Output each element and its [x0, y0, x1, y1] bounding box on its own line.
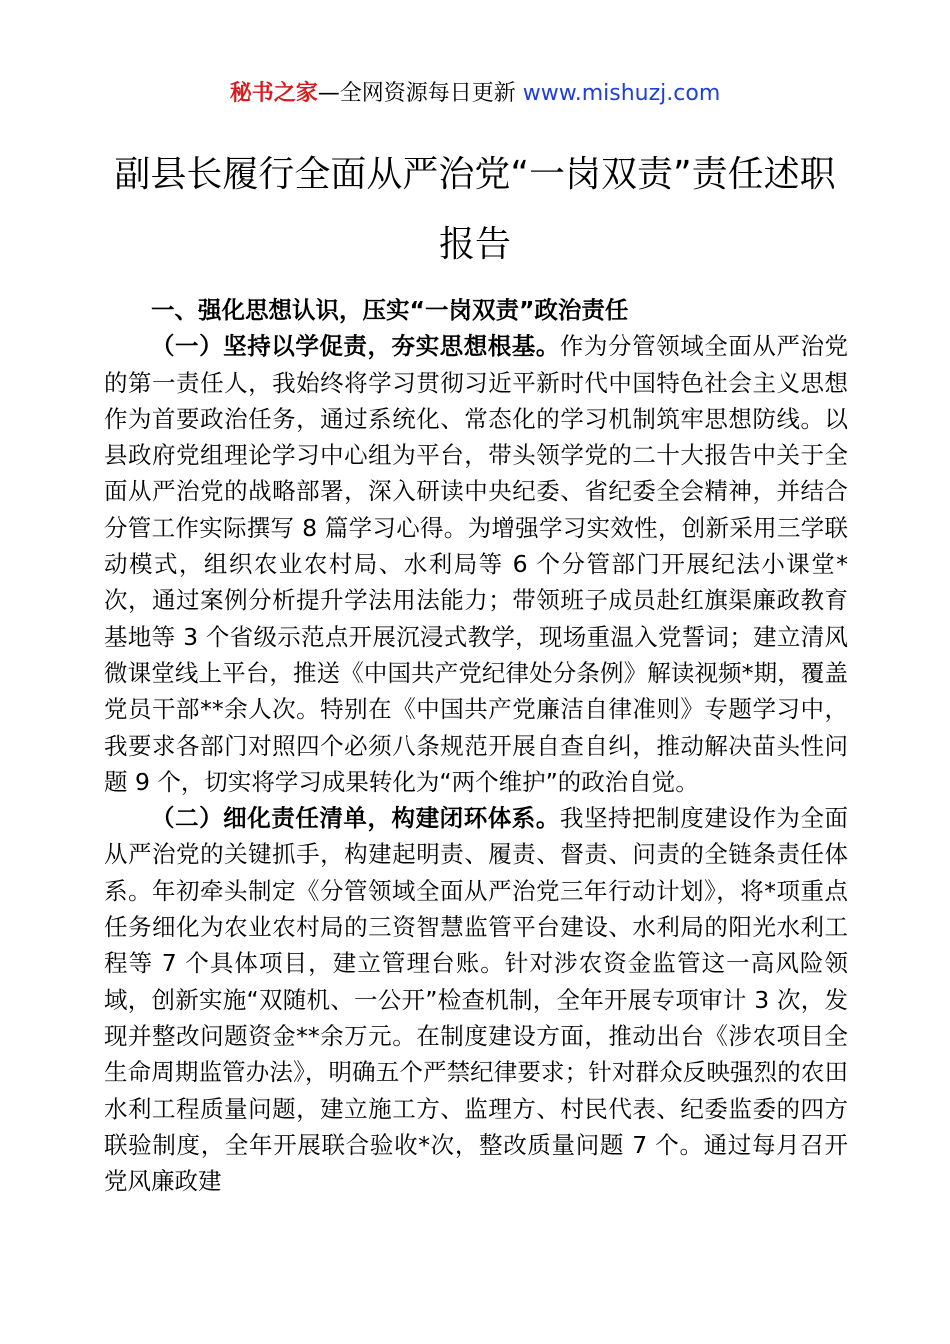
site-url-link[interactable]: www.mishuzj.com — [522, 81, 721, 106]
paragraph-lead: （二）细化责任清单，构建闭环体系。 — [151, 804, 560, 833]
site-brand: 秘书之家 — [229, 81, 318, 106]
paragraph-text: 我坚持把制度建设作为全面从严治党的关键抓手，构建起明责、履责、督责、问责的全链条责任体系。年初牵头制定《分管领域全面从严治党三年行动计划》，将*项重点任务细化为农业农村局的三资智慧监管平台建设、水利局的阳光水利工程等 7 个具体项目，建立管理台账。针对涉农资金监管这一高风险领域，创新实施“双随机、一公开”检查机制，全年开展专项审计 3 次，发现并整改问题资金**余万元。在制度建设方面，推动出台《涉农项目全生命周期监管办法》，明确五个严禁纪律要求；针对群众反映强烈的农田水利工程质量问题，建立施工方、监理方、村民代表、纪委监委的四方联验制度，全年开展联合验收*次，整改质量问题 7 个。通过每月召开党风廉政建 — [104, 804, 849, 1196]
paragraph — [104, 800, 848, 1199]
paragraph-text: 作为分管领域全面从严治党的第一责任人，我始终将学习贯彻习近平新时代中国特色社会主义思想作为首要政治任务，通过系统化、常态化的学习机制筑牢思想防线。以县政府党组理论学习中心组为平台，带头领学党的二十大报告中关于全面从严治党的战略部署，深入研读中央纪委、省纪委全会精神，并结合分管工作实际撰写 8 篇学习心得。为增强学习实效性，创新采用三学联动模式，组织农业农村局、水利局等 6 个分管部门开展纪法小课堂*次，通过案例分析提升学法用法能力；带领班子成员赴红旗渠廉政教育基地等 3 个省级示范点开展沉浸式教学，现场重温入党誓词；建立清风微课堂线上平台，推送《中国共产党纪律处分条例》解读视频*期，覆盖党员干部**余人次。特别在《中国共产党廉洁自律准则》专题学习中，我要求各部门对照四个必须八条规范开展自查自纠，推动解决苗头性问题 9 个，切实将学习成果转化为“两个维护”的政治自觉。 — [104, 332, 849, 796]
paragraph — [104, 328, 848, 800]
document-body — [104, 292, 848, 1199]
site-header — [0, 78, 950, 110]
site-tagline: —全网资源每日更新 — [317, 81, 516, 106]
document-title: 副县长履行全面从严治党“一岗双责”责任述职报告 — [114, 154, 836, 265]
paragraph-lead: （一）坚持以学促责，夯实思想根基。 — [151, 332, 560, 361]
section-heading: 一、强化思想认识，压实“一岗双责”政治责任 — [151, 296, 629, 324]
